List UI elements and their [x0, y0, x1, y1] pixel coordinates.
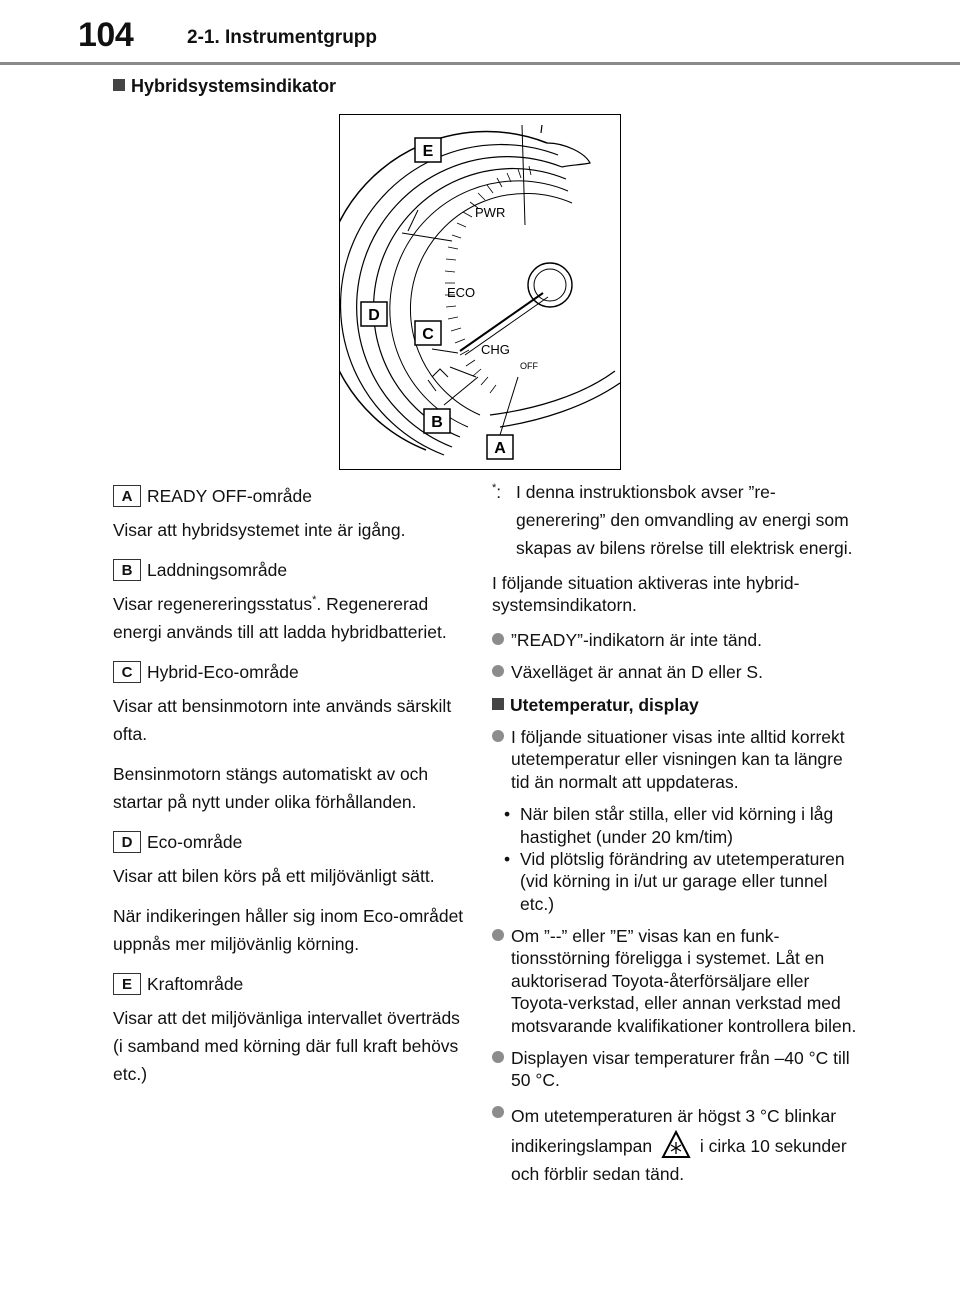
bullet-item: [492, 1102, 857, 1188]
section2-title-text: Utetemperatur, display: [510, 694, 699, 715]
entry-c-heading: [113, 658, 465, 686]
bullet-item: [492, 925, 857, 1037]
gauge-label-chg: CHG: [481, 342, 510, 357]
round-bullet-icon: [492, 929, 504, 941]
section2-title: [492, 694, 857, 716]
bullet-text-pre: Om utetemperaturen är högst 3 °C blinkar indikeringslampan: [511, 1105, 837, 1156]
entry-b-title: Laddningsområde: [147, 560, 288, 580]
hybrid-indicator-figure: [339, 114, 621, 470]
entry-d-heading: [113, 828, 465, 856]
entry-b-text: [113, 590, 465, 646]
footnote-asterisk: *: [492, 482, 497, 495]
callout-d: D: [368, 307, 380, 324]
intro-text: I följande situation aktiveras inte hybridsystemsindikatorn.: [492, 573, 800, 616]
label-a: A: [113, 485, 141, 507]
label-b: B: [113, 559, 141, 581]
gauge-label-pwr: PWR: [475, 205, 506, 220]
callout-e: E: [422, 143, 434, 160]
entry-c-text-1: Visar att bensinmotorn inte används särskilt ofta.: [113, 696, 452, 744]
label-c: C: [113, 661, 141, 683]
page-number: 104: [78, 16, 134, 54]
entry-a-title: READY OFF-område: [147, 486, 312, 506]
gauge-label-eco: ECO: [447, 285, 476, 300]
footnote-text: I denna instruktionsbok avser ”regenerering” den omvandling av energi som skapas av bilens rörelse till elektrisk energi.: [516, 482, 853, 558]
footnote-ref: *: [312, 594, 317, 607]
entry-a-heading: [113, 482, 465, 510]
bullet-item: [492, 661, 857, 683]
square-bullet-icon: [113, 79, 125, 91]
section-title: [113, 76, 336, 97]
bullet-item: [492, 1047, 857, 1092]
footnote-colon: :: [496, 482, 502, 502]
label-e: E: [113, 973, 141, 995]
entry-b-heading: [113, 556, 465, 584]
bullet-item: [492, 629, 857, 651]
sub-bullet: • När bilen står stilla, eller vid körning i låg hastighet (under 20 km/tim): [492, 803, 857, 848]
bullet-text: I följande situationer visas inte alltid korrekt utetemperatur eller visningen kan ta längre tid än normalt att uppdateras.: [511, 726, 845, 792]
bullet-text: Om ”--” eller ”E” visas kan en funktionsstörning föreligga i systemet. Låt en auktoriserad Toyota-återförsäljare eller Toyota-verkstad, eller annan verkstad med motsvarande kvalifikationer kontrollera bilen.: [511, 926, 857, 1036]
round-bullet-icon: [492, 1106, 504, 1118]
entry-b-text-part1: Visar regenereringsstatus: [113, 594, 313, 614]
hybrid-gauge-illustration: [340, 115, 621, 470]
callout-b: B: [431, 414, 443, 431]
entry-b-text-part2: . Regenererad energi används till att ladda hybridbatteriet.: [113, 594, 447, 642]
entry-e-heading: [113, 970, 465, 998]
footnote-mark: [492, 478, 516, 562]
sub-bullet-text: Vid plötslig förändring av utetemperaturen (vid körning in i/ut ur garage eller tunnel etc.): [520, 848, 845, 914]
entry-d-text-2: När indikeringen håller sig inom Eco-området uppnås mer miljövänlig körning.: [113, 906, 464, 954]
bullet-item: [492, 726, 857, 793]
sub-bullet: • Vid plötslig förändring av utetemperaturen (vid körning in i/ut ur garage eller tunnel etc.): [492, 848, 857, 915]
label-d: D: [113, 831, 141, 853]
bullet-text: Växelläget är annat än D eller S.: [511, 662, 763, 683]
entry-c-title: Hybrid-Eco-område: [147, 662, 299, 682]
page-header: [0, 0, 960, 62]
round-bullet-icon: [492, 730, 504, 742]
round-bullet-icon: [492, 1051, 504, 1063]
left-column: [113, 482, 465, 1100]
bullet-text: ”READY”-indikatorn är inte tänd.: [511, 629, 762, 650]
entry-c-text-2: Bensinmotorn stängs automatiskt av och startar på nytt under olika förhållanden.: [113, 764, 429, 812]
footnote: [492, 478, 857, 562]
entry-d-title: Eco-område: [147, 832, 243, 852]
round-bullet-icon: [492, 665, 504, 677]
sub-bullet-text: När bilen står stilla, eller vid körning i låg hastighet (under 20 km/tim): [520, 804, 834, 847]
ice-warning-icon: [661, 1130, 691, 1160]
square-bullet-icon: [492, 698, 504, 710]
section-title-text: Hybridsystemsindikator: [131, 76, 337, 96]
round-bullet-icon: [492, 633, 504, 645]
entry-d-text-1: Visar att bilen körs på ett miljövänligt sätt.: [113, 866, 435, 886]
entry-e-title: Kraftområde: [147, 974, 244, 994]
callout-a: A: [494, 440, 506, 457]
bullet-text: Displayen visar temperaturer från –40 °C till 50 °C.: [511, 1048, 850, 1091]
right-column: [492, 478, 857, 1198]
entry-a-text: Visar att hybridsystemet inte är igång.: [113, 520, 406, 540]
callout-c: C: [422, 326, 434, 343]
entry-e-text: Visar att det miljövänliga intervallet överträds (i samband med körning där full kraft behövs etc.): [113, 1008, 460, 1084]
gauge-label-off: OFF: [520, 361, 538, 371]
header-rule: [0, 62, 960, 65]
chapter-title: 2-1. Instrumentgrupp: [187, 27, 378, 48]
bullet-text-post: i cirka 10 sekunder och förblir sedan tänd.: [511, 1135, 847, 1184]
